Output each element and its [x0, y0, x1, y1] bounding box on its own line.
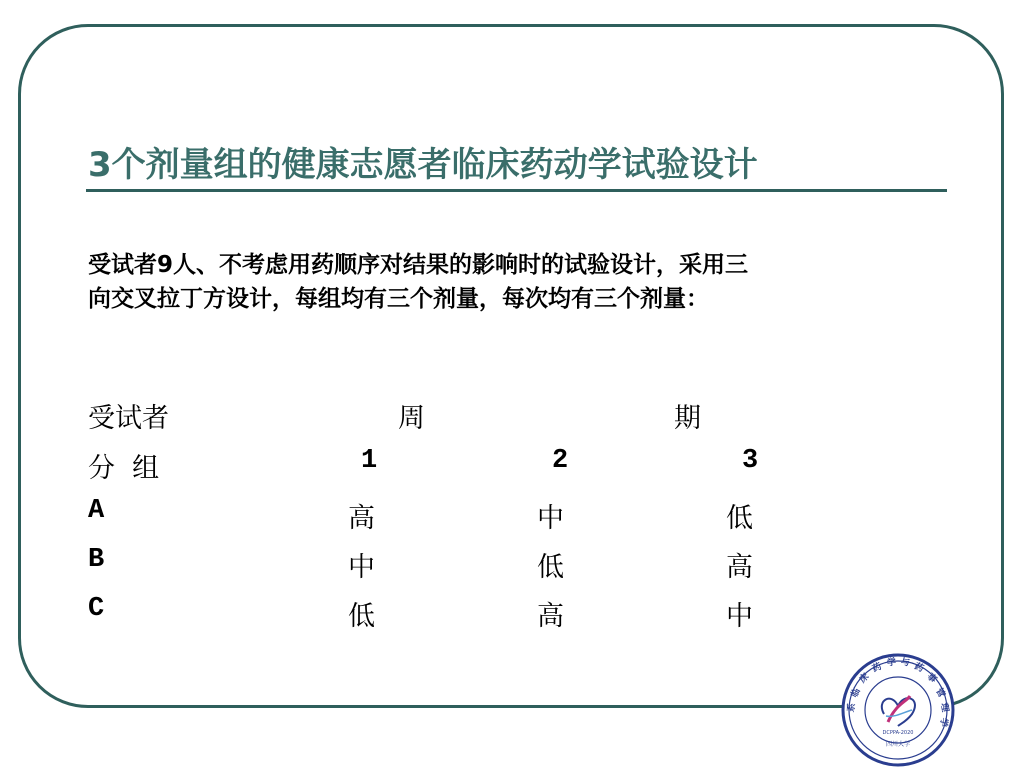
- row-group-label: A: [88, 496, 105, 526]
- row-dose-cell: 中: [348, 552, 375, 583]
- svg-text:系: 系: [846, 702, 858, 713]
- header-period-1: 1: [361, 446, 378, 476]
- header-period-3: 3: [742, 446, 759, 476]
- svg-text:临: 临: [849, 686, 863, 700]
- title-underline: [86, 189, 947, 192]
- svg-text:学: 学: [937, 717, 949, 728]
- svg-text:与: 与: [900, 657, 911, 669]
- header-period-char2: 期: [674, 403, 701, 434]
- svg-text:管: 管: [933, 686, 947, 700]
- row-dose-cell: 高: [537, 601, 564, 632]
- svg-text:药: 药: [871, 661, 884, 675]
- slide-frame: [18, 24, 1004, 708]
- header-period-char1: 周: [398, 403, 425, 434]
- row-dose-cell: 中: [537, 503, 564, 534]
- svg-text:理: 理: [938, 702, 950, 713]
- row-dose-cell: 低: [537, 552, 564, 583]
- svg-text:学: 学: [886, 657, 897, 669]
- intro-paragraph: [88, 248, 918, 316]
- row-dose-cell: 高: [348, 503, 375, 534]
- row-dose-cell: 低: [726, 503, 753, 534]
- row-dose-cell: 高: [726, 552, 753, 583]
- row-dose-cell: 低: [348, 601, 375, 632]
- row-group-label: B: [88, 545, 105, 575]
- slide-title: 3个剂量组的健康志愿者临床药动学试验设计: [88, 145, 758, 185]
- intro-line: 受试者9人、不考虑用药顺序对结果的影响时的试验设计，采用三: [88, 252, 749, 278]
- intro-line: 向交叉拉丁方设计，每组均有三个剂量，每次均有三个剂量：: [88, 286, 709, 312]
- svg-text:四川大学: 四川大学: [885, 741, 911, 748]
- row-group-label: C: [88, 594, 105, 624]
- header-subject: 受试者: [88, 403, 169, 434]
- svg-text:药: 药: [912, 661, 925, 675]
- svg-text:床: 床: [857, 671, 872, 686]
- svg-text:DCPPA-2020: DCPPA-2020: [882, 730, 914, 736]
- row-dose-cell: 中: [726, 601, 753, 632]
- department-seal-logo: [840, 652, 956, 768]
- header-group: 分 组: [88, 453, 160, 484]
- svg-text:事: 事: [924, 671, 939, 686]
- header-period-2: 2: [552, 446, 569, 476]
